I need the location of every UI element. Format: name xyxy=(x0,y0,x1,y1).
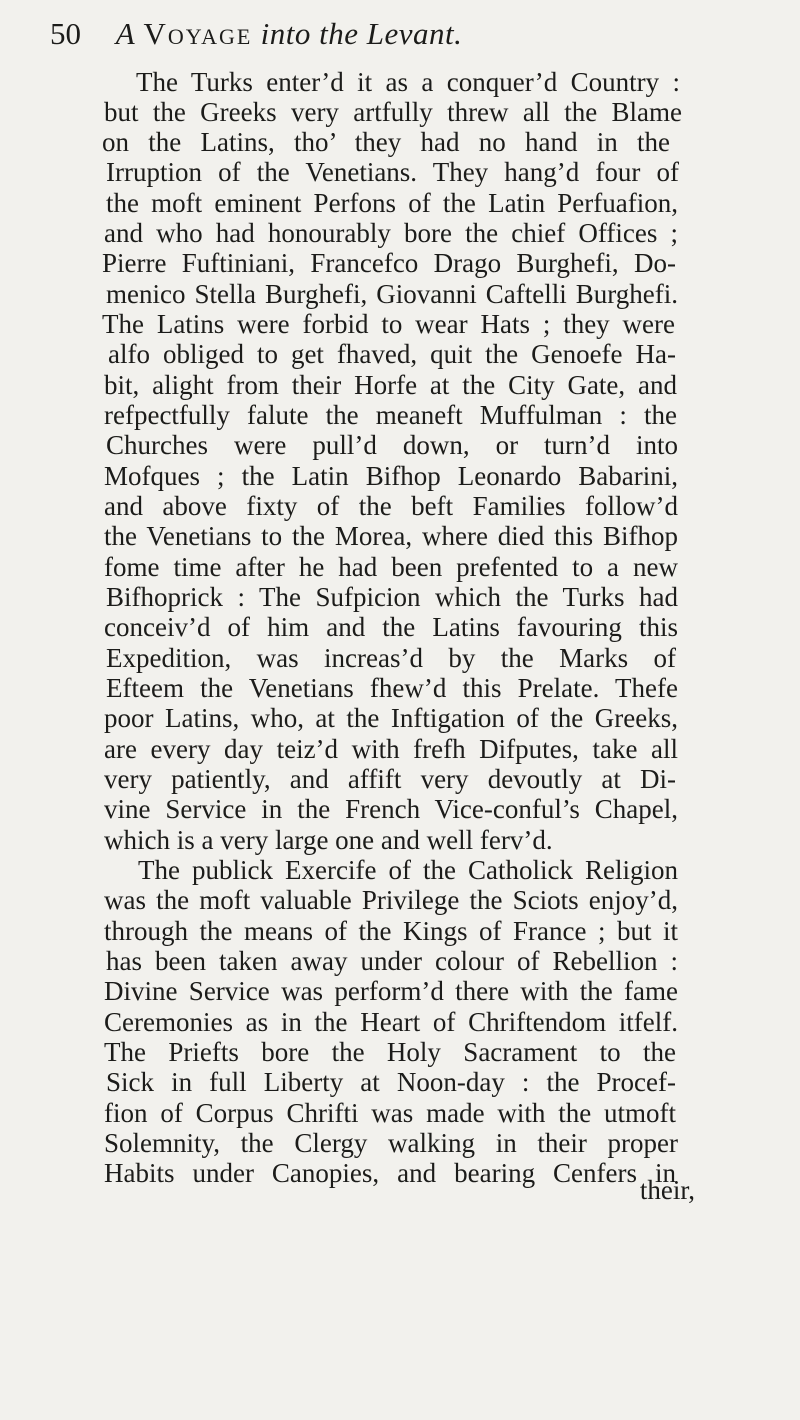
page-number: 50 xyxy=(50,16,81,51)
text-line: Pierre Fuftiniani, Francefco Drago Burghefi, Do- xyxy=(102,248,676,278)
text-line: Habits under Canopies, and bearing Cenfers in xyxy=(104,1158,676,1188)
text-line: are every day teiz’d with frefh Difputes, take all xyxy=(104,734,678,764)
text-line: on the Latins, tho’ they had no hand in the xyxy=(102,127,670,157)
text-line: The publick Exercife of the Catholick Religion xyxy=(138,855,678,885)
running-title-rest: into the Levant. xyxy=(260,16,463,51)
text-line: The Turks enter’d it as a conquer’d Country : xyxy=(136,67,680,97)
text-line: Solemnity, the Clergy walking in their proper xyxy=(104,1128,678,1158)
text-line: fion of Corpus Chrifti was made with the utmoft xyxy=(104,1098,676,1128)
text-line: the moft eminent Perfons of the Latin Perfuafion, xyxy=(106,188,678,218)
text-line: Sick in full Liberty at Noon-day : the Procef- xyxy=(106,1067,676,1097)
text-line: and above fixty of the beft Families follow’d xyxy=(104,491,678,521)
text-line: alfo obliged to get fhaved, quit the Genoefe Ha- xyxy=(108,339,676,369)
text-line: The Priefts bore the Holy Sacrament to the xyxy=(104,1037,676,1067)
catchword: their, xyxy=(639,1175,695,1205)
text-line: the Venetians to the Morea, where died this Bifhop xyxy=(104,521,678,551)
text-line: through the means of the Kings of France ; but it xyxy=(104,916,678,946)
text-line: bit, alight from their Horfe at the City Gate, and xyxy=(104,370,677,400)
text-line: was the moft valuable Privilege the Sciots enjoy’d, xyxy=(104,885,678,915)
text-line: Efteem the Venetians fhew’d this Prelate. Thefe xyxy=(106,673,678,703)
text-line: and who had honourably bore the chief Offices ; xyxy=(104,218,678,248)
text-line: poor Latins, who, at the Inftigation of the Greeks, xyxy=(104,703,678,733)
running-header xyxy=(50,14,750,54)
running-title xyxy=(116,16,463,51)
text-line: Bifhoprick : The Sufpicion which the Turks had xyxy=(106,582,678,612)
text-line: vine Service in the French Vice-conful’s Chapel, xyxy=(104,794,678,824)
text-line: which is a very large one and well ferv’d. xyxy=(104,825,553,855)
text-line: Ceremonies as in the Heart of Chriftendom itfelf. xyxy=(104,1007,678,1037)
running-title-article: A xyxy=(115,16,136,51)
text-line: Divine Service was perform’d there with the fame xyxy=(104,976,678,1006)
text-line: Mofques ; the Latin Bifhop Leonardo Babarini, xyxy=(104,461,678,491)
text-line: but the Greeks very artfully threw all the Blame xyxy=(104,97,682,127)
running-title-voyage: Voyage xyxy=(143,16,253,51)
text-line: menico Stella Burghefi, Giovanni Caftelli Burghefi. xyxy=(106,279,678,309)
text-line: The Latins were forbid to wear Hats ; they were xyxy=(102,309,675,339)
text-line: Churches were pull’d down, or turn’d into xyxy=(106,430,678,460)
text-line: Irruption of the Venetians. They hang’d four of xyxy=(106,157,679,187)
text-line: refpectfully falute the meaneft Muffulman : the xyxy=(104,400,677,430)
text-line: has been taken away under colour of Rebellion : xyxy=(106,946,678,976)
text-line: fome time after he had been prefented to a new xyxy=(104,552,678,582)
text-line: Expedition, was increas’d by the Marks of xyxy=(106,643,676,673)
text-line: very patiently, and affift very devoutly at Di- xyxy=(104,764,676,794)
text-line: conceiv’d of him and the Latins favouring this xyxy=(104,612,678,642)
